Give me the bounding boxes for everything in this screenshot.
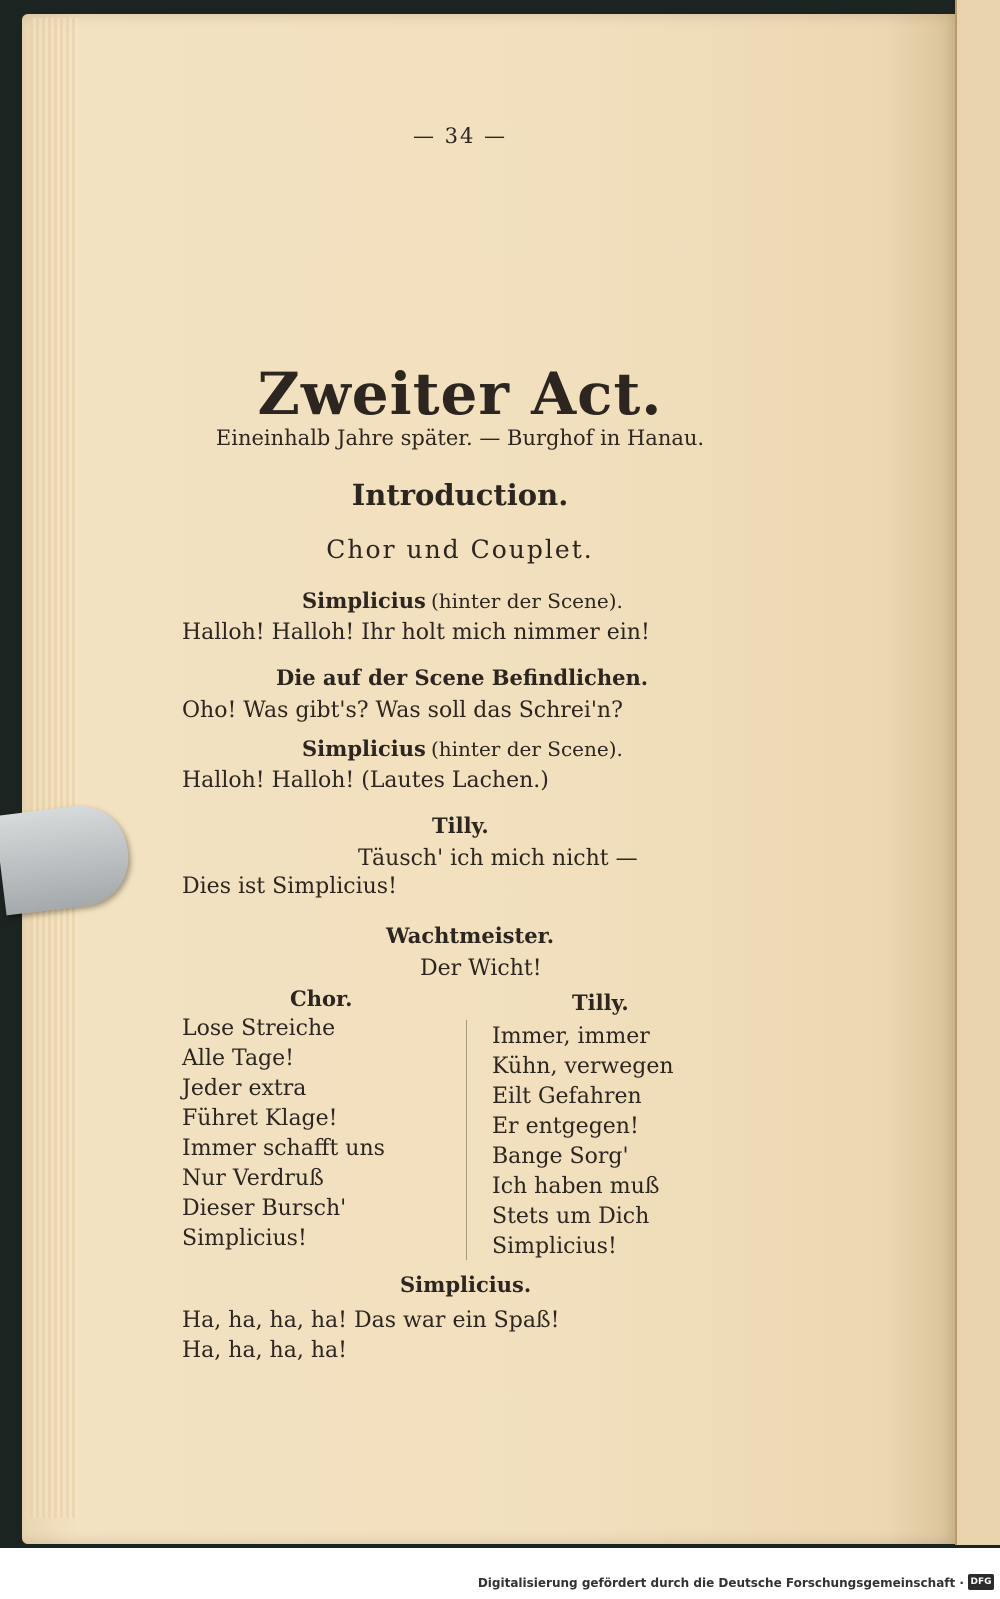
- section-subtitle: Chor und Couplet.: [326, 535, 594, 564]
- verse-line: Lose Streiche: [182, 1016, 336, 1041]
- section-title: Introduction.: [351, 478, 569, 512]
- verse-line: Simplicius!: [492, 1234, 617, 1259]
- verse-line: Stets um Dich: [492, 1204, 650, 1229]
- dialogue-line: Der Wicht!: [420, 956, 542, 981]
- dialogue-line: Oho! Was gibt's? Was soll das Schrei'n?: [182, 698, 623, 723]
- verse-line: Immer, immer: [492, 1024, 650, 1049]
- verse-line: Er entgegen!: [492, 1114, 639, 1139]
- dialogue-line: Dies ist Simplicius!: [182, 874, 397, 899]
- speaker-name: Tilly.: [432, 813, 489, 838]
- next-page-edge: [955, 0, 1000, 1545]
- footer-credit: Digitalisierung gefördert durch die Deutsche Forschungsgemeinschaft ·: [477, 1576, 964, 1590]
- verse-line: Alle Tage!: [182, 1046, 294, 1071]
- speaker-name: Die auf der Scene Befindlichen.: [276, 665, 649, 690]
- speaker-name: Simplicius: [302, 736, 426, 761]
- speaker-heading: [302, 736, 623, 761]
- act-title: Zweiter Act.: [257, 360, 663, 428]
- verse-line: Dieser Bursch': [182, 1196, 347, 1221]
- verse-line: Immer schafft uns: [182, 1136, 385, 1161]
- stage-direction: (hinter der Scene).: [430, 737, 623, 761]
- verse-line: Eilt Gefahren: [492, 1084, 642, 1109]
- verse-line: Nur Verdruß: [182, 1166, 324, 1191]
- chor-column: [182, 1014, 385, 1254]
- column-divider: [466, 1020, 467, 1260]
- verse-line: Jeder extra: [182, 1076, 307, 1101]
- verse-line: Kühn, verwegen: [492, 1054, 674, 1079]
- page-edges: [30, 18, 78, 1518]
- speaker-name: Wachtmeister.: [386, 923, 555, 948]
- speaker-name: Simplicius: [302, 588, 426, 613]
- page-number: — 34 —: [412, 124, 508, 148]
- act-subtitle: Eineinhalb Jahre später. — Burghof in Hanau.: [215, 426, 705, 450]
- dialogue-line: Ha, ha, ha, ha!: [182, 1338, 347, 1363]
- speaker-name: Simplicius.: [400, 1272, 532, 1297]
- stage-direction: (hinter der Scene).: [430, 589, 623, 613]
- column-speaker-tilly: Tilly.: [572, 990, 629, 1015]
- verse-line: Führet Klage!: [182, 1106, 338, 1131]
- footer-bar: [0, 1548, 1000, 1599]
- dialogue-line: Halloh! Halloh! Ihr holt mich nimmer ein!: [182, 620, 650, 645]
- column-speaker-chor: Chor.: [290, 986, 353, 1011]
- verse-line: Ich haben muß: [492, 1174, 660, 1199]
- tilly-column: [492, 1022, 674, 1262]
- dialogue-line: Ha, ha, ha, ha! Das war ein Spaß!: [182, 1308, 560, 1333]
- verse-line: Simplicius!: [182, 1226, 307, 1251]
- verse-line: Bange Sorg': [492, 1144, 629, 1169]
- dialogue-line: Täusch' ich mich nicht —: [358, 846, 638, 871]
- speaker-heading: [302, 588, 623, 613]
- dialogue-line: Halloh! Halloh! (Lautes Lachen.): [182, 768, 549, 793]
- dfg-logo-icon: DFG: [968, 1574, 994, 1590]
